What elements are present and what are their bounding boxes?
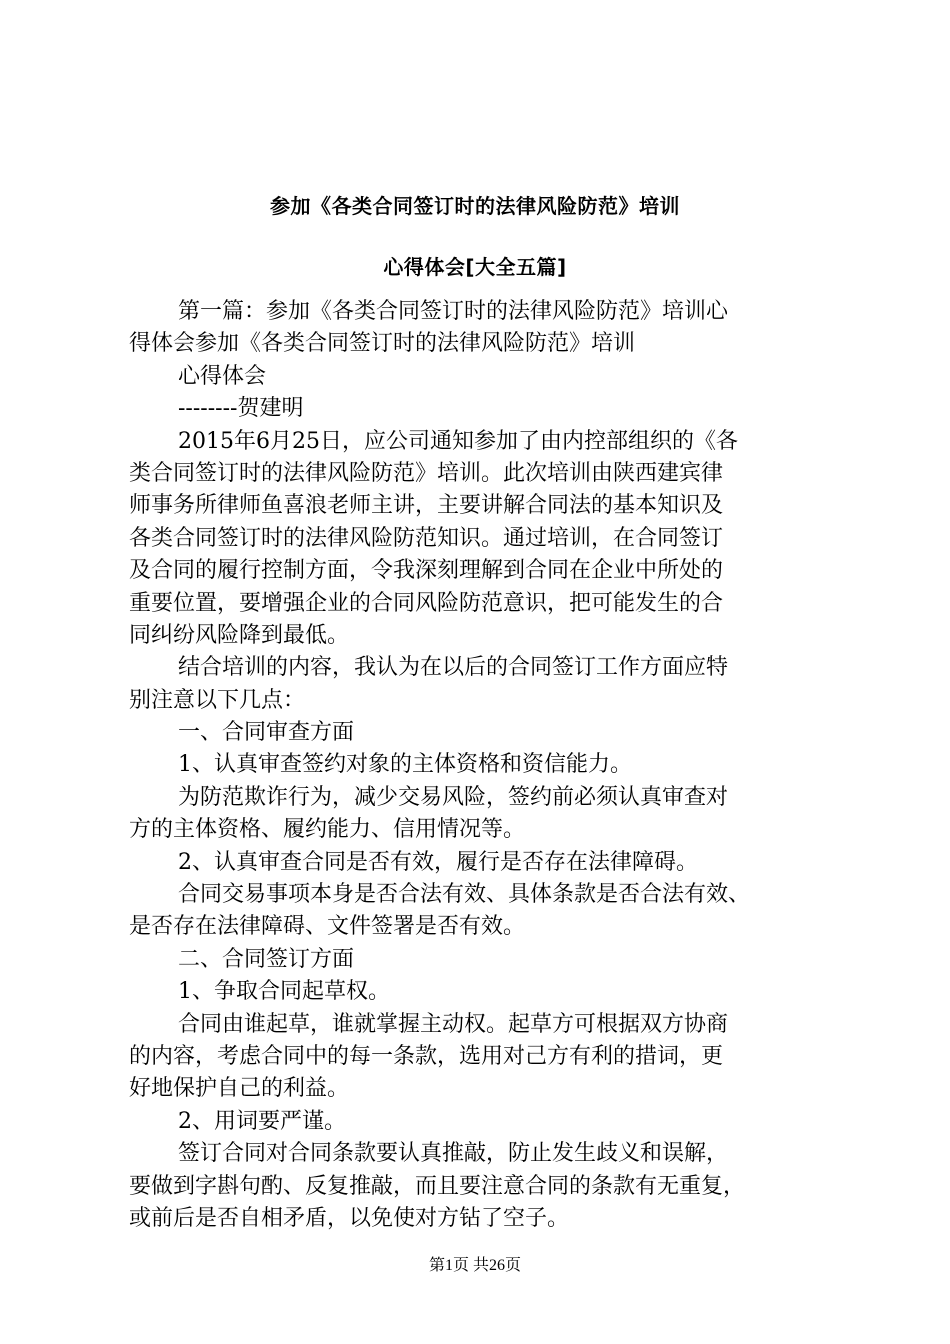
document-title-line-2: 心得体会[大全五篇]	[383, 255, 567, 279]
text-line: 为防范欺诈行为，减少交易风险，签约前必须认真审查对	[178, 784, 729, 810]
text-line: 2015年6月25日，应公司通知参加了由内控部组织的《各	[178, 428, 738, 454]
text-line: 合同由谁起草，谁就掌握主动权。起草方可根据双方协商	[178, 1011, 729, 1037]
text-line: 一、合同审查方面	[178, 720, 355, 746]
text-line: 签订合同对合同条款要认真推敲，防止发生歧义和误解，	[178, 1141, 729, 1167]
document-body	[129, 296, 829, 1235]
text-line: 类合同签订时的法律风险防范》培训。此次培训由陕西建宾律	[129, 460, 724, 486]
text-line: 结合培训的内容，我认为在以后的合同签订工作方面应特	[178, 655, 729, 681]
document-title-line-1: 参加《各类合同签订时的法律风险防范》培训	[270, 194, 680, 218]
text-line: 得体会参加《各类合同签订时的法律风险防范》培训	[129, 331, 636, 357]
text-line: --------贺建明	[178, 396, 304, 422]
text-line: 及合同的履行控制方面，令我深刻理解到合同在企业中所处的	[129, 558, 724, 584]
text-line: 心得体会	[178, 363, 267, 389]
page-footer: 第1页 共26页	[428, 1257, 521, 1274]
text-line: 2、认真审查合同是否有效，履行是否存在法律障碍。	[178, 849, 698, 875]
text-line: 是否存在法律障碍、文件签署是否有效。	[129, 914, 526, 940]
text-line: 要做到字斟句酌、反复推敲，而且要注意合同的条款有无重复，	[129, 1173, 746, 1199]
text-line: 重要位置，要增强企业的合同风险防范意识，把可能发生的合	[129, 590, 724, 616]
text-line: 好地保护自己的利益。	[129, 1076, 350, 1102]
text-line: 的内容，考虑合同中的每一条款，选用对己方有利的措词，更	[129, 1043, 724, 1069]
text-line: 师事务所律师鱼喜浪老师主讲，主要讲解合同法的基本知识及	[129, 493, 724, 519]
text-line: 二、合同签订方面	[178, 946, 355, 972]
text-line: 或前后是否自相矛盾，以免使对方钻了空子。	[129, 1205, 570, 1231]
text-line: 1、争取合同起草权。	[178, 979, 390, 1005]
text-line: 别注意以下几点：	[129, 687, 306, 713]
text-line: 同纠纷风险降到最低。	[129, 622, 350, 648]
text-line: 2、用词要严谨。	[178, 1108, 346, 1134]
text-line: 第一篇：参加《各类合同签订时的法律风险防范》培训心	[178, 299, 729, 324]
text-line: 1、认真审查签约对象的主体资格和资信能力。	[178, 752, 632, 778]
text-line: 各类合同签订时的法律风险防范知识。通过培训，在合同签订	[129, 525, 724, 551]
text-line: 方的主体资格、履约能力、信用情况等。	[129, 817, 526, 843]
text-line: 合同交易事项本身是否合法有效、具体条款是否合法有效、	[178, 882, 751, 908]
